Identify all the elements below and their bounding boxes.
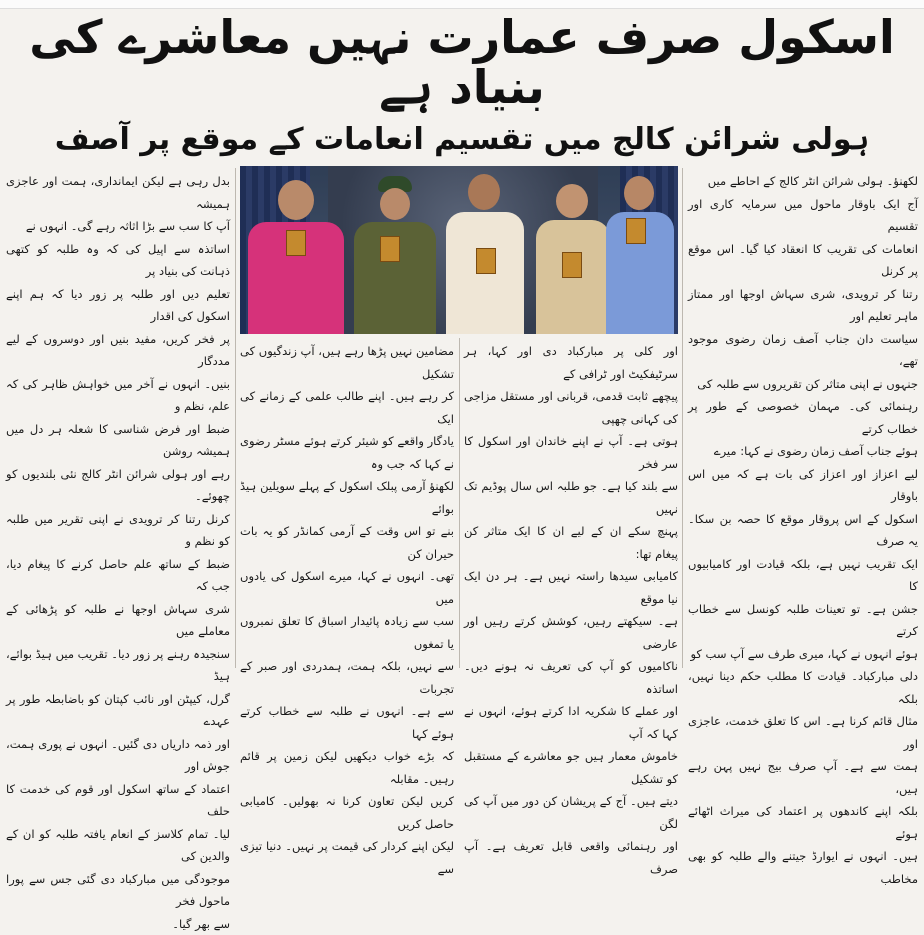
book-cover — [380, 236, 400, 262]
head — [380, 188, 410, 220]
guest-army-officer — [350, 166, 440, 334]
book-cover — [562, 252, 582, 278]
head — [278, 180, 314, 220]
article-column-middle-right: اور کلی پر مبارکباد دی اور کہا، ہر سرٹیفکیٹ اور ٹرافی کے پیچھے ثابت قدمی، قربانی اور مستقل مزاجی کی کہانی چھپی ہوتی ہے۔ آپ نے اپنے خاندان اور اسکول کا سر فخر سے بلند کیا ہے۔ جو طلبہ اس سال پوڈیم تک نہیں پہنچ سکے ان کے لیے ان کا ایک متاثر کن پیغام تھا: کامیابی سیدھا راستہ نہیں ہے۔ ہر دن ایک نیا موقع ہے۔ سیکھتے رہیں، کوشش کرتے رہیں اور عارضی ناکامیوں کو آپ کی تعریف نہ ہونے دیں۔ اساتذہ اور عملے کا شکریہ ادا کرتے ہوئے، انہوں نے کہا کہ آپ خاموش معمار ہیں جو معاشرے کے مستقبل کو تشکیل دیتے ہیں۔ آج کے پریشان کن دور میں آپ کی لگن اور رہنمائی واقعی قابل تعریف ہے۔ آپ صرف — [464, 344, 678, 876]
guest-man-blue-shirt — [602, 166, 678, 334]
article-column-right: لکھنؤ۔ ہولی شرائن انٹر کالج کے احاطے میں آج ایک باوقار ماحول میں سرمایہ کاری اور تقسیم انعامات کی تقریب کا انعقاد کیا گیا۔ اس موقع پر کرنل رتنا کر ترویدی، شری سہاش اوجھا اور ممتاز ماہر تعلیم اور سیاست دان جناب آصف زمان رضوی موجود تھے، جنہوں نے اپنی متاثر کن تقریروں سے طلبہ کی رہنمائی کی۔ مہمان خصوصی کے طور پر خطاب کرتے ہوئے جناب آصف زمان رضوی نے کہا: میرے لیے اعزاز اور اعزاز کی بات ہے کہ میں اس باوقار اسکول کے اس پروقار موقع کا حصہ بن سکا۔ یہ صرف ایک تقریب نہیں ہے، بلکہ قیادت اور کامیابیوں کا جشن ہے۔ تو تعینات طلبہ کونسل سے خطاب کرتے ہوئے انہوں نے کہا، میری طرف سے آپ سب کو دلی مبارکباد۔ قیادت کا مطلب حکم دینا نہیں، بلکہ مثال قائم کرنا ہے۔ اس کا تعلق خدمت، عاجزی اور ہمت سے ہے۔ آپ صرف بیج نہیں پہن رہے ہیں، بلکہ اپنے کاندھوں پر اعتماد کی میراث اٹھائے ہوئے ہیں۔ انہوں نے ایوارڈ جیتنے والے طلبہ کو بھی مخاطب — [688, 174, 918, 886]
book-cover — [286, 230, 306, 256]
guest-woman-in-saree — [246, 166, 346, 334]
article-column-left: بدل رہی ہے لیکن ایمانداری، ہمت اور عاجزی ہمیشہ آپ کا سب سے بڑا اثاثہ رہے گی۔ انہوں نے اساتذہ سے اپیل کی کہ وہ طلبہ کو کتھی ذہانت کی بنیاد پر تعلیم دیں اور طلبہ پر زور دیا کہ ہم اپنے اسکول کی اقدار پر فخر کریں، مفید بنیں اور دوسروں کے لیے مددگار بنیں۔ انہوں نے آخر میں خواہش ظاہر کی کہ علم، نظم و ضبط اور فرض شناسی کا شعلہ ہر دل میں ہمیشہ روشن رہے اور ہولی شرائن انٹر کالج نئی بلندیوں کو چھوئے۔ کرنل رتنا کر ترویدی نے اپنی تقریر میں طلبہ کو نظم و ضبط کے ساتھ علم حاصل کرنے کا پیغام دیا، جب کہ شری سہاش اوجھا نے طلبہ کو پڑھائی کے معاملے میں سنجیدہ رہنے پر زور دیا۔ تقریب میں ہیڈ بوائے، ہیڈ گرل، کیپٹن اور نائب کپتان کو باضابطہ طور پر عہدے اور ذمہ داریاں دی گئیں۔ انہوں نے پوری ہمت، جوش اور اعتماد کے ساتھ اسکول اور قوم کی خدمت کا حلف لیا۔ تمام کلاسز کے انعام یافتہ طلبہ کو ان کے والدین کی موجودگی میں مبارکباد دی گئی جس سے پورا ماحول فخر سے بھر گیا۔ — [6, 174, 230, 931]
column-divider — [459, 338, 460, 668]
head — [624, 176, 654, 210]
book-cover — [476, 248, 496, 274]
column-divider — [235, 168, 236, 668]
headline: اسکول صرف عمارت نہیں معاشرے کی بنیاد ہے — [29, 10, 895, 114]
book-cover — [626, 218, 646, 244]
previous-article-strip — [0, 0, 924, 9]
head — [556, 184, 588, 218]
head — [468, 174, 500, 210]
event-photo — [240, 166, 678, 334]
subheadline: ہولی شرائن کالج میں تقسیم انعامات کے موقع پر آصف — [54, 122, 870, 157]
guest-man-white-kurta — [442, 166, 528, 334]
article-column-middle-left: مضامین نہیں پڑھا رہے ہیں، آپ زندگیوں کی تشکیل کر رہے ہیں۔ اپنے طالب علمی کے زمانے کی ایک یادگار واقعے کو شیئر کرتے ہوئے مسٹر رضوی نے کہا کہ جب وہ لکھنؤ آرمی پبلک اسکول کے پہلے سویلین ہیڈ بوائے بنے تو اس وقت کے آرمی کمانڈر کو یہ بات حیران کن تھی۔ انہوں نے کہا، میرے اسکول کی یادوں میں سب سے زیادہ پائیدار اسباق کا تعلق نمبروں یا تمغوں سے نہیں، بلکہ ہمت، ہمدردی اور صبر کے تجربات سے ہے۔ انہوں نے طلبہ سے خطاب کرتے ہوئے کہا کہ بڑے خواب دیکھیں لیکن زمین پر قائم رہیں۔ مقابلہ کریں لیکن تعاون کرنا نہ بھولیں۔ کامیابی حاصل کریں لیکن اپنے کردار کی قیمت پر نہیں۔ دنیا تیزی سے — [240, 344, 454, 876]
column-divider — [682, 168, 683, 668]
